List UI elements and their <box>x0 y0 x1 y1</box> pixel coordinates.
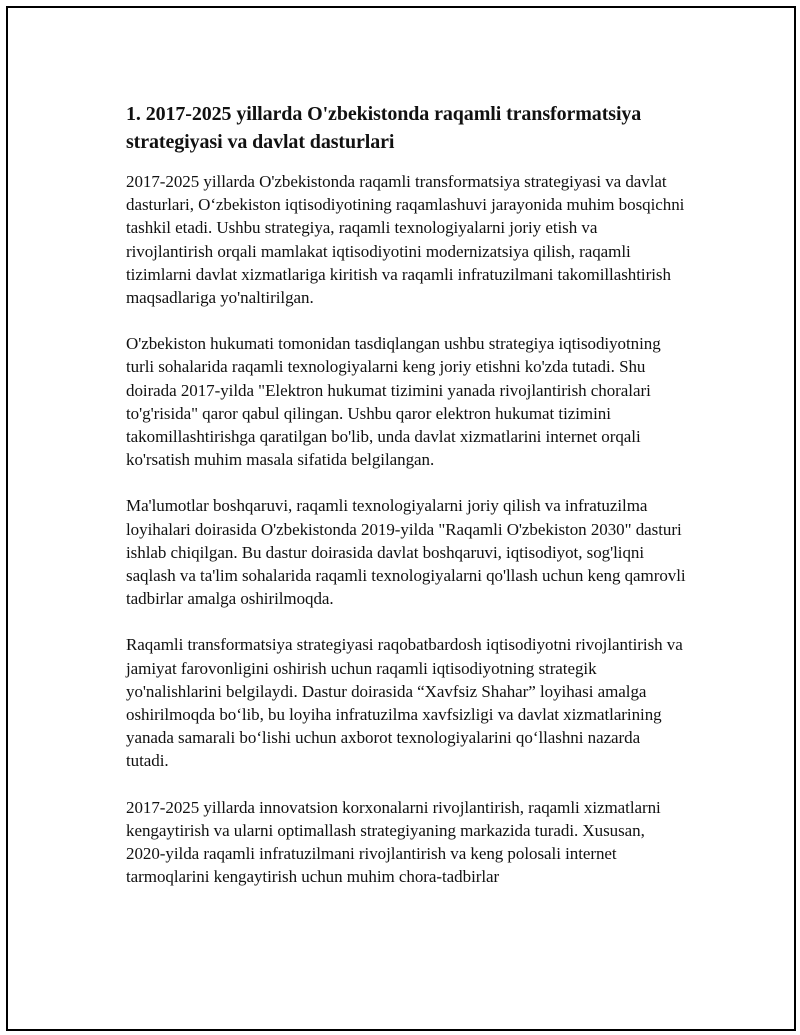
document-page <box>6 6 796 1031</box>
document-body <box>126 100 686 911</box>
paragraph-1: 2017-2025 yillarda O'zbekistonda raqamli transformatsiya strategiyasi va davlat dasturlari, O‘zbekiston iqtisodiyotining raqamlashuvi jarayonida muhim bosqichni tashkil etadi. Ushbu strategiya, raqamli texnologiyalarni joriy etish va rivojlantirish orqali mamlakat iqtisodiyotini modernizatsiya qilish, raqamli tizimlarni davlat xizmatlariga kiritish va raqamli infratuzilmani takomillashtirish maqsadlariga yo'naltirilgan. <box>126 172 685 308</box>
paragraph-4: Raqamli transformatsiya strategiyasi raqobatbardosh iqtisodiyotni rivojlantirish va jamiyat farovonligini oshirish uchun raqamli iqtisodiyotning strategik yo'nalishlarini belgilaydi. Dastur doirasida “Xavfsiz Shahar” loyihasi amalga oshirilmoqda bo‘lib, bu loyiha infratuzilma xavfsizligi va davlat xizmatlarining yanada samarali bo‘lishi uchun axborot texnologiyalarini qo‘llashni nazarda tutadi. <box>126 635 683 771</box>
section-heading: 1. 2017-2025 yillarda O'zbekistonda raqamli transformatsiya strategiyasi va davlat dasturlari <box>126 103 642 153</box>
paragraph-2: O'zbekiston hukumati tomonidan tasdiqlangan ushbu strategiya iqtisodiyotning turli sohalarida raqamli texnologiyalarni keng joriy etishni ko'zda tutadi. Shu doirada 2017-yilda "Elektron hukumat tizimini yanada rivojlantirish choralari to'g'risida" qaror qabul qilingan. Ushbu qaror elektron hukumat tizimini takomillashtirishga qaratilgan bo'lib, unda davlat xizmatlarini internet orqali ko'rsatish muhim masala sifatida belgilangan. <box>126 334 661 470</box>
paragraph-5: 2017-2025 yillarda innovatsion korxonalarni rivojlantirish, raqamli xizmatlarni kengaytirish va ularni optimallash strategiyaning markazida turadi. Xususan, 2020-yilda raqamli infratuzilmani rivojlantirish va keng polosali internet tarmoqlarini kengaytirish uchun muhim chora-tadbirlar <box>126 797 661 887</box>
paragraph-3: Ma'lumotlar boshqaruvi, raqamli texnologiyalarni joriy qilish va infratuzilma loyihalari doirasida O'zbekistonda 2019-yilda "Raqamli O'zbekiston 2030" dasturi ishlab chiqilgan. Bu dastur doirasida davlat boshqaruvi, iqtisodiyot, sog'liqni saqlash va ta'lim sohalarida raqamli texnologiyalarni qo'llash uchun keng qamrovli tadbirlar amalga oshirilmoqda. <box>126 496 686 609</box>
